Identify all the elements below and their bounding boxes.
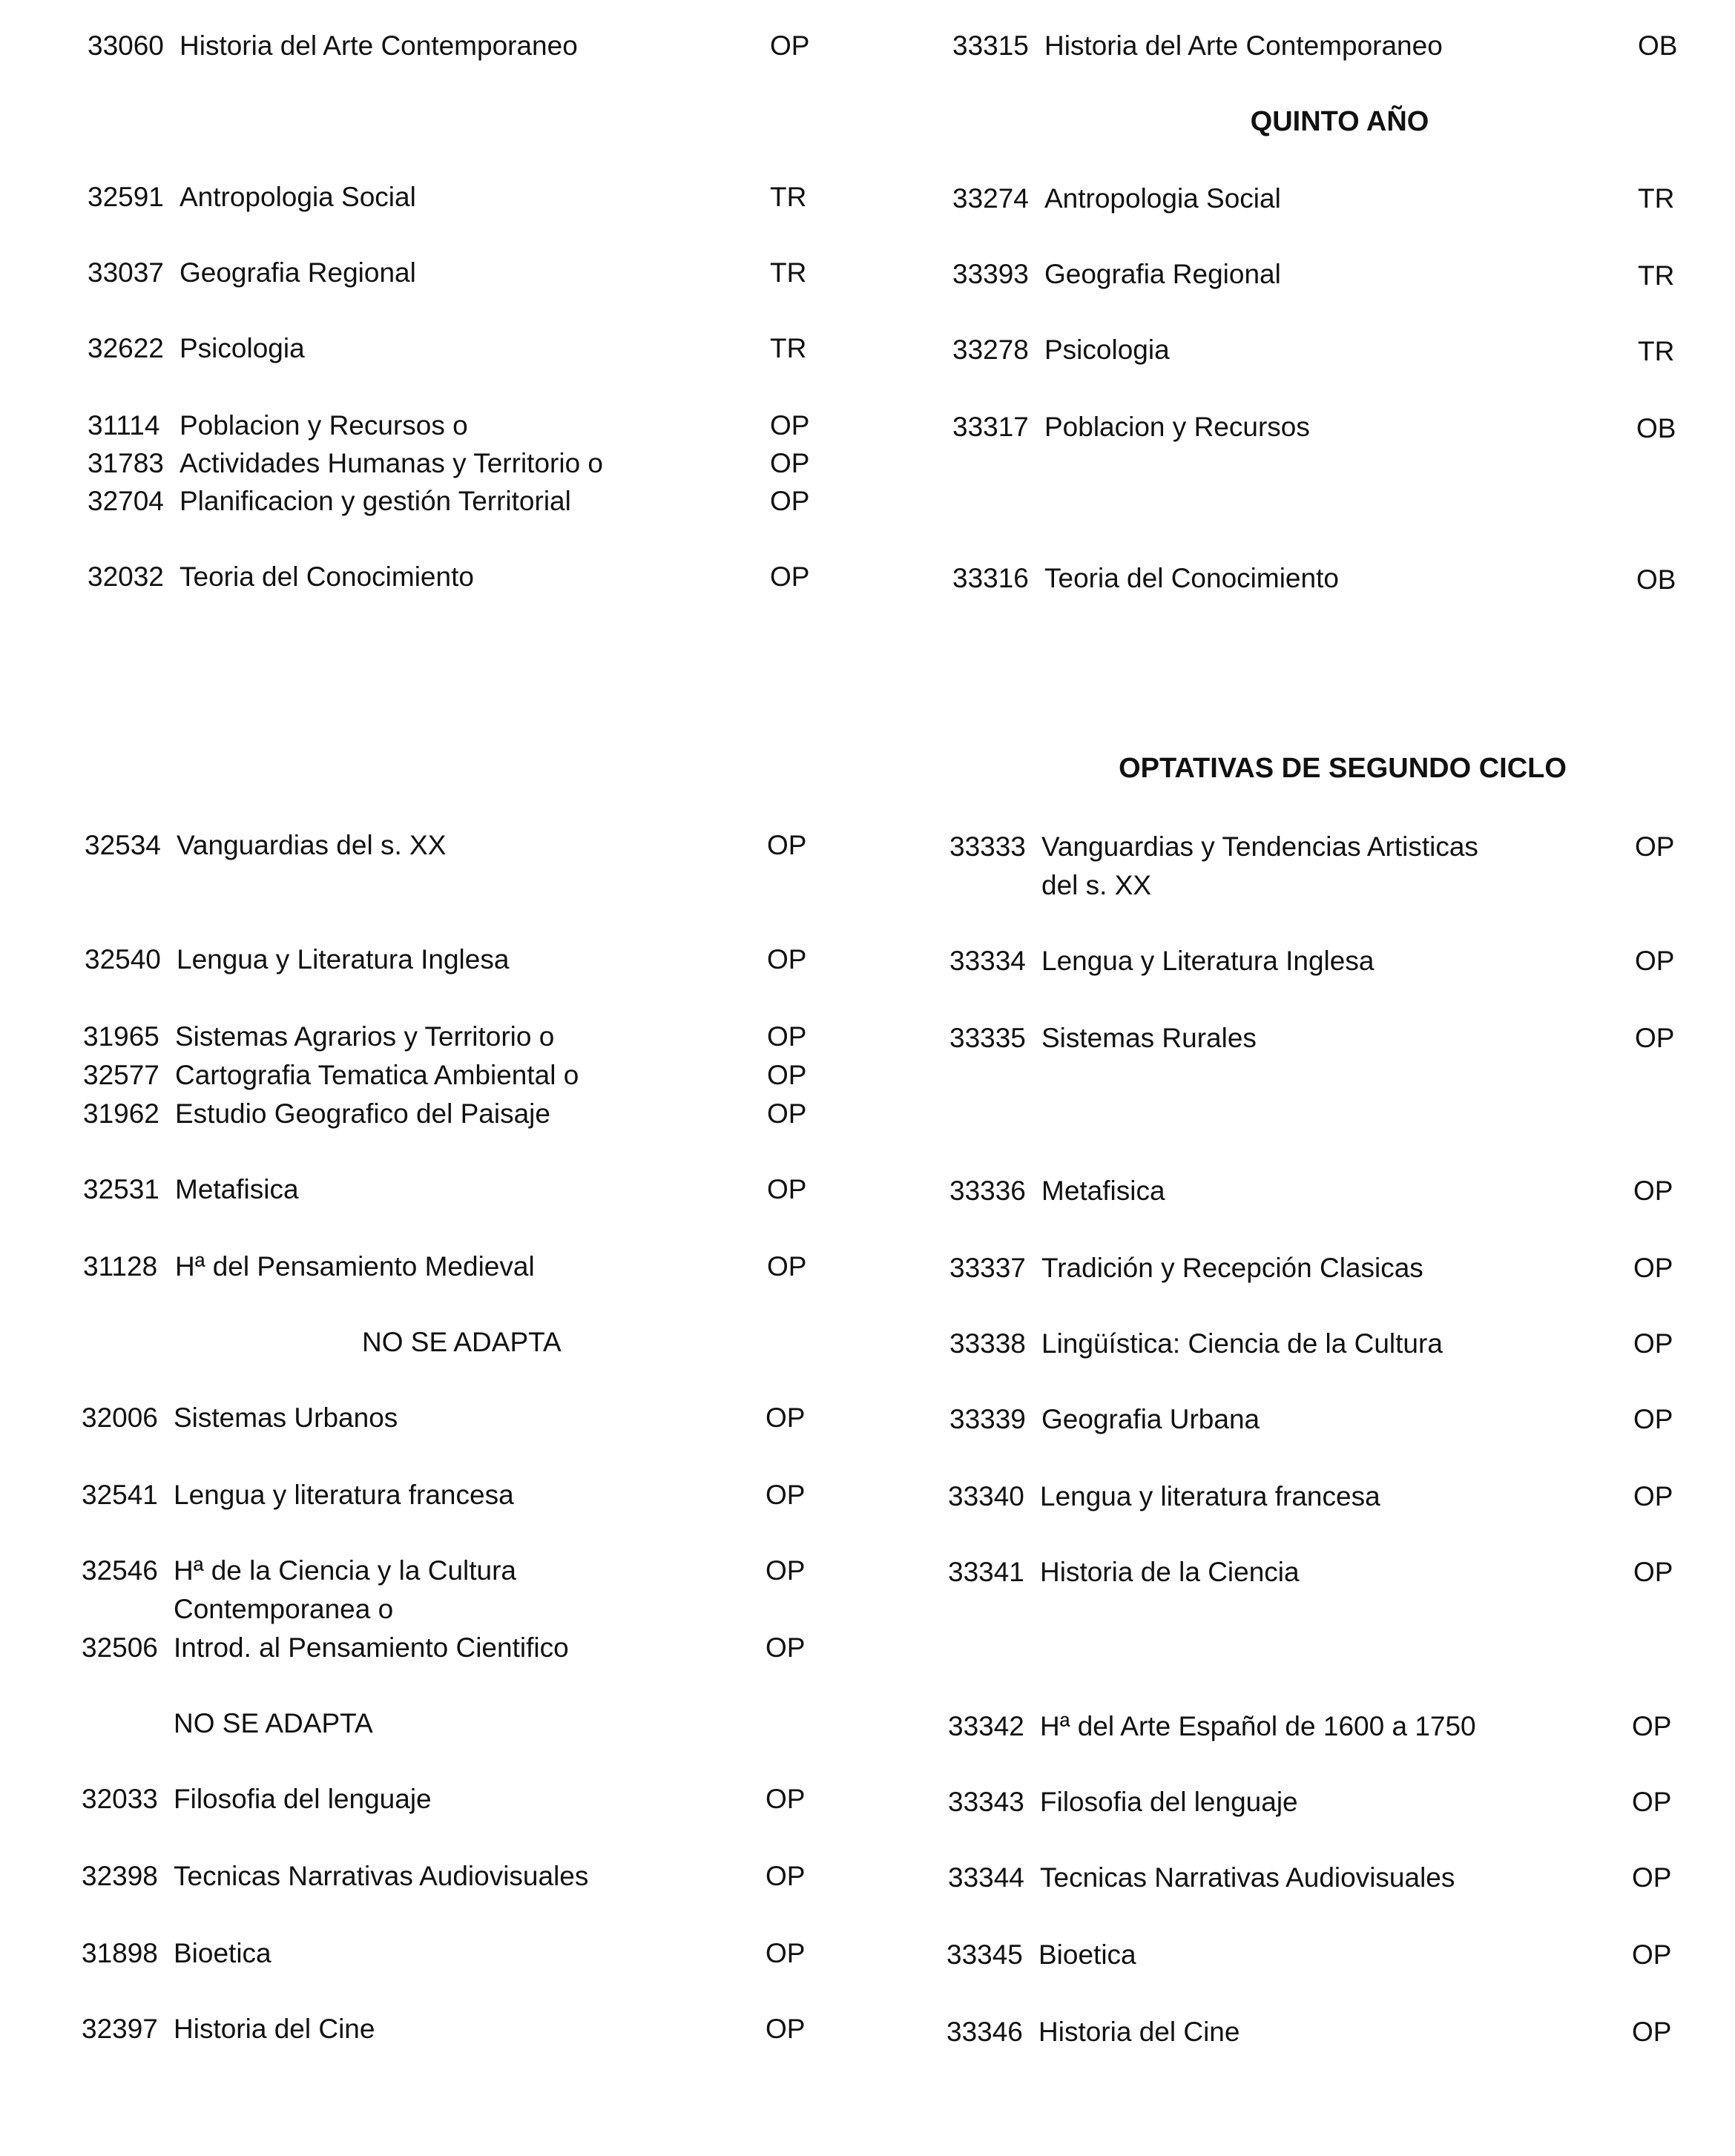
course-title: Tecnicas Narrativas Audiovisuales (174, 1861, 589, 1891)
course-type: OP (1632, 1787, 1672, 1817)
course-type: OP (1632, 1862, 1672, 1893)
course-code: 33333 (949, 831, 1026, 862)
course-title: Historia del Arte Contemporaneo (1044, 30, 1443, 61)
course-title: Planificacion y gestión Territorial (180, 486, 571, 516)
course-type: OP (1633, 1176, 1673, 1206)
section-heading-quinto: QUINTO AÑO (1250, 106, 1429, 137)
course-code: 32541 (82, 1480, 158, 1510)
course-title: Lengua y Literatura Inglesa (1041, 946, 1374, 976)
course-title: Psicologia (1044, 334, 1170, 365)
course-code: 33334 (949, 946, 1026, 976)
course-title: Sistemas Rurales (1041, 1023, 1257, 1053)
course-code: 33344 (948, 1862, 1024, 1893)
course-code: 33316 (952, 563, 1029, 593)
course-type: TR (770, 182, 807, 212)
course-type: TR (1638, 336, 1675, 366)
course-type: TR (1638, 260, 1675, 291)
course-title-continued: Contemporanea o (174, 1594, 394, 1624)
course-code: 33342 (948, 1711, 1024, 1741)
course-type: OB (1636, 564, 1676, 595)
course-title: Lengua y literatura francesa (174, 1480, 514, 1510)
course-type: OB (1636, 413, 1676, 444)
course-type: OP (770, 486, 810, 516)
course-type: OP (770, 410, 810, 441)
course-type: OP (1635, 946, 1675, 976)
course-title: Geografia Regional (1044, 259, 1281, 289)
course-type: OP (1633, 1404, 1673, 1434)
course-code: 33339 (949, 1404, 1026, 1434)
course-code: 31128 (83, 1251, 158, 1282)
course-title: Estudio Geografico del Paisaje (175, 1098, 550, 1129)
course-code: 31898 (82, 1938, 158, 1968)
course-type: TR (770, 257, 807, 288)
course-title: Sistemas Agrarios y Territorio o (175, 1021, 555, 1052)
course-code: 33315 (952, 30, 1029, 61)
course-code: 33345 (946, 1939, 1023, 1970)
course-title: Cartografia Tematica Ambiental o (175, 1060, 579, 1090)
course-title: Hª del Arte Español de 1600 a 1750 (1040, 1711, 1476, 1741)
course-code: 32622 (88, 333, 164, 363)
course-code: 32531 (83, 1174, 159, 1204)
course-code: 33335 (949, 1023, 1026, 1053)
course-title: Lengua y literatura francesa (1040, 1481, 1380, 1511)
course-type: OP (767, 1060, 807, 1090)
course-type: OP (1633, 1253, 1673, 1283)
course-title: Introd. al Pensamiento Cientifico (174, 1632, 569, 1663)
course-type: OP (1633, 1328, 1673, 1359)
course-code: 31114 (88, 410, 160, 441)
course-code: 33343 (948, 1787, 1024, 1817)
course-type: OP (767, 1021, 807, 1052)
course-code: 32506 (82, 1632, 158, 1663)
course-code: 32577 (83, 1060, 159, 1090)
course-title: Antropologia Social (1044, 183, 1281, 214)
course-type: OP (766, 1938, 806, 1968)
course-code: 33341 (948, 1557, 1024, 1587)
course-title: Filosofia del lenguaje (174, 1784, 432, 1814)
course-code: 32398 (82, 1861, 158, 1891)
course-type: OP (770, 561, 810, 592)
course-title: Filosofia del lenguaje (1040, 1787, 1298, 1817)
course-type: TR (1638, 183, 1675, 214)
course-type: OP (1635, 831, 1675, 862)
course-code: 32591 (88, 182, 164, 212)
course-type: OB (1638, 30, 1678, 61)
course-code: 33393 (952, 259, 1029, 289)
course-type: OP (1632, 1711, 1672, 1741)
course-type: OP (767, 830, 807, 860)
course-code: 33274 (952, 183, 1029, 214)
course-title: Metafisica (1041, 1176, 1165, 1206)
course-type: OP (1635, 1023, 1675, 1053)
course-code: 33336 (949, 1176, 1026, 1206)
course-code: 31962 (83, 1098, 159, 1129)
course-title: Poblacion y Recursos (1044, 412, 1310, 442)
course-code: 33346 (946, 2017, 1023, 2047)
course-code: 33278 (952, 334, 1029, 365)
course-type: OP (766, 2014, 806, 2044)
course-title: Tradición y Recepción Clasicas (1041, 1253, 1423, 1283)
course-title: Lengua y Literatura Inglesa (177, 944, 510, 975)
course-code: 32534 (85, 830, 161, 860)
course-code: 32006 (82, 1402, 158, 1433)
course-type: OP (1633, 1557, 1673, 1587)
course-type: OP (1632, 1939, 1672, 1970)
course-type: OP (766, 1861, 806, 1891)
course-title-continued: del s. XX (1041, 870, 1152, 900)
course-code: 32032 (88, 561, 164, 592)
course-title: Antropologia Social (180, 182, 416, 212)
course-title: Metafisica (175, 1174, 299, 1204)
course-code: 33338 (949, 1328, 1026, 1359)
course-title: Bioetica (174, 1938, 271, 1968)
course-code: 32546 (82, 1555, 158, 1586)
course-title: Psicologia (180, 333, 305, 363)
course-type: OP (766, 1480, 806, 1510)
course-type: OP (767, 1251, 807, 1282)
course-title: Lingüística: Ciencia de la Cultura (1041, 1328, 1443, 1359)
course-title: Poblacion y Recursos o (180, 410, 468, 441)
no-se-adapta-note: NO SE ADAPTA (362, 1327, 562, 1357)
course-title: Vanguardias y Tendencias Artisticas (1041, 831, 1478, 862)
course-type: OP (767, 1174, 807, 1204)
course-code: 32033 (82, 1784, 158, 1814)
course-title: Sistemas Urbanos (174, 1402, 398, 1433)
course-type: OP (766, 1632, 806, 1663)
course-title: Hª de la Ciencia y la Cultura (174, 1555, 517, 1586)
course-code: 32704 (88, 486, 164, 516)
course-title: Historia del Cine (174, 2014, 375, 2044)
course-title: Hª del Pensamiento Medieval (175, 1251, 535, 1282)
course-type: OP (766, 1784, 806, 1814)
course-code: 33060 (88, 30, 164, 61)
course-type: OP (1633, 1481, 1673, 1511)
course-code: 31783 (88, 448, 164, 478)
section-heading-optativas: OPTATIVAS DE SEGUNDO CICLO (1119, 753, 1567, 784)
course-code: 33037 (88, 257, 164, 288)
course-type: OP (767, 944, 807, 975)
course-title: Historia del Cine (1038, 2017, 1240, 2047)
course-code: 32540 (85, 944, 161, 975)
course-title: Actividades Humanas y Territorio o (180, 448, 604, 478)
course-code: 33337 (949, 1253, 1026, 1283)
course-type: OP (770, 30, 810, 61)
course-code: 33340 (948, 1481, 1024, 1511)
course-type: OP (770, 448, 810, 478)
course-type: OP (1632, 2017, 1672, 2047)
course-type: OP (766, 1402, 806, 1433)
course-title: Historia de la Ciencia (1040, 1557, 1300, 1587)
course-title: Historia del Arte Contemporaneo (180, 30, 578, 61)
no-se-adapta-note: NO SE ADAPTA (174, 1708, 373, 1738)
course-type: TR (770, 333, 807, 363)
course-code: 33317 (952, 412, 1029, 442)
course-title: Teoria del Conocimiento (180, 561, 474, 592)
course-type: OP (766, 1555, 806, 1586)
course-type: OP (767, 1098, 807, 1129)
course-title: Geografia Regional (180, 257, 416, 288)
course-code: 32397 (82, 2014, 158, 2044)
course-title: Geografia Urbana (1041, 1404, 1260, 1434)
course-code: 31965 (83, 1021, 159, 1052)
course-title: Teoria del Conocimiento (1044, 563, 1339, 593)
course-title: Vanguardias del s. XX (177, 830, 447, 860)
course-title: Tecnicas Narrativas Audiovisuales (1040, 1862, 1455, 1893)
course-title: Bioetica (1038, 1939, 1136, 1970)
